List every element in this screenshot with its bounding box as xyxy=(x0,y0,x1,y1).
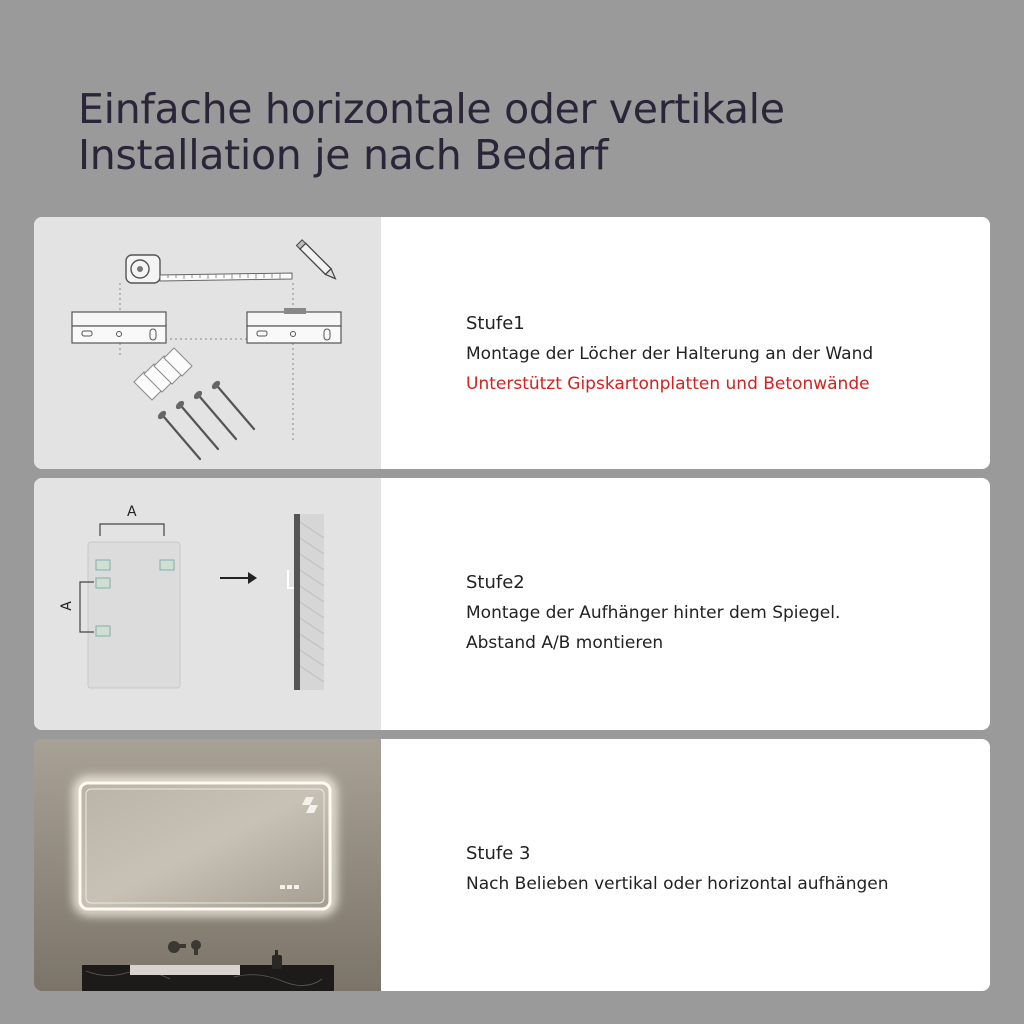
step-1-line-1: Montage der Löcher der Halterung an der Wand xyxy=(466,344,874,364)
step-card-3 xyxy=(34,739,990,991)
step-3-line-1: Nach Belieben vertikal oder horizontal aufhängen xyxy=(466,874,889,894)
step-1-illustration xyxy=(34,217,381,469)
led-mirror-icon xyxy=(34,739,381,991)
mirror-back-icon xyxy=(34,478,381,730)
step-2-title: Stufe2 xyxy=(466,572,525,593)
wall-dowel-icon xyxy=(134,348,192,400)
tape-measure-icon xyxy=(34,217,381,469)
dimension-label-horizontal: A xyxy=(127,504,137,520)
step-card-1 xyxy=(34,217,990,469)
step-2-illustration xyxy=(34,478,381,730)
dimension-label-vertical: A xyxy=(58,601,75,611)
arrow-right-icon xyxy=(220,572,257,584)
page-headline xyxy=(78,85,785,179)
headline-line-1: Einfache horizontale oder vertikale xyxy=(78,85,785,133)
step-3-title: Stufe 3 xyxy=(466,843,531,864)
screw-icon xyxy=(164,387,254,459)
headline-line-2: Installation je nach Bedarf xyxy=(78,131,609,179)
step-3-text xyxy=(466,839,986,899)
pencil-icon xyxy=(296,240,338,282)
step-2-line-1: Montage der Aufhänger hinter dem Spiegel. xyxy=(466,603,841,623)
step-1-title: Stufe1 xyxy=(466,313,525,334)
step-2-line-2: Abstand A/B montieren xyxy=(466,633,664,653)
step-3-photo xyxy=(34,739,381,991)
step-1-text xyxy=(466,309,986,399)
step-2-text xyxy=(466,568,986,658)
step-card-2 xyxy=(34,478,990,730)
step-1-note: Unterstützt Gipskartonplatten und Betonwände xyxy=(466,374,870,394)
